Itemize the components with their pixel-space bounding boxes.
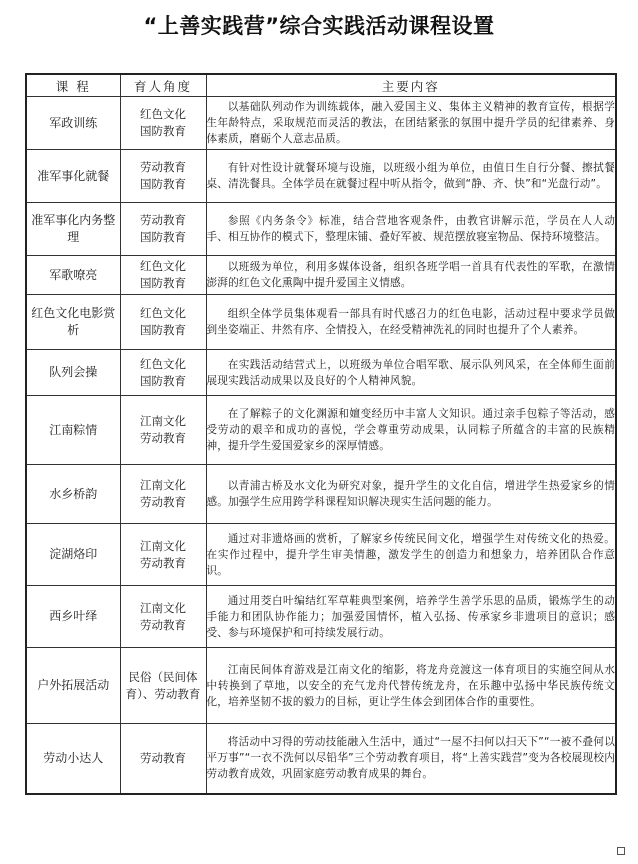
course-content: 以基础队列动作为训练载体，融入爱国主义、集体主义精神的教育宣传，根据学生年龄特点，采取规范而灵活的教法，在团结紧张的氛围中提升学员的纪律素养、身体素质，磨砺个人意志品质。 [206,97,616,150]
table-row [26,648,616,724]
resize-corner-marker [617,847,625,855]
education-angle: 劳动教育 国防教育 [120,203,206,256]
course-content: 在了解粽子的文化渊源和嬗变经历中丰富人文知识。通过亲手包粽子等活动，感受劳动的艰辛和成功的喜悦，学会尊重劳动成果，认同粽子所蕴含的丰富的民族精神，提升学生爱国爱家乡的深厚情感。 [206,396,616,465]
course-name: 队列会操 [26,350,120,396]
course-name: 西乡叶绎 [26,586,120,648]
table-row [26,150,616,203]
table-header-row [26,74,616,97]
course-name: 军政训练 [26,97,120,150]
table-row [26,295,616,350]
course-name: 准军事化就餐 [26,150,120,203]
header-course: 课 程 [26,74,120,97]
table-row [26,396,616,465]
course-name: 红色文化电影赏析 [26,295,120,350]
course-content: 有针对性设计就餐环境与设施，以班级小组为单位，由值日生自行分餐、擦拭餐桌、清洗餐具。全体学员在就餐过程中听从指令，做到“静、齐、快”和“光盘行动”。 [206,150,616,203]
course-content: 以青浦古桥及水文化为研究对象，提升学生的文化自信，增进学生热爱家乡的情感。加强学生应用跨学科课程知识解决现实生活问题的能力。 [206,465,616,524]
table-row [26,465,616,524]
course-name: 江南粽情 [26,396,120,465]
course-content: 以班级为单位，利用多媒体设备，组织各班学唱一首具有代表性的军歌，在激情澎湃的红色文化熏陶中提升爱国主义情感。 [206,256,616,295]
course-name: 准军事化内务整理 [26,203,120,256]
table-row [26,724,616,794]
education-angle: 红色文化 国防教育 [120,350,206,396]
table-row [26,586,616,648]
education-angle: 劳动教育 国防教育 [120,150,206,203]
page-title: “上善实践营”综合实践活动课程设置 [143,14,495,38]
education-angle: 江南文化 劳动教育 [120,465,206,524]
course-table [25,73,617,795]
education-angle: 劳动教育 [120,724,206,794]
course-content: 参照《内务条令》标准，结合营地客观条件，由教官讲解示范，学员在人人动手、相互协作的模式下，整理床铺、叠好军被、规范摆放寝室物品、保持环境整洁。 [206,203,616,256]
education-angle: 红色文化 国防教育 [120,256,206,295]
course-content: 通过用茭白叶编结红军草鞋典型案例，培养学生善学乐思的品质，锻炼学生的动手能力和团队协作能力；加强爱国情怀，植入弘扬、传承家乡非遗项目的意识；感受、参与环境保护和可持续发展行动。 [206,586,616,648]
course-content: 组织全体学员集体观看一部具有时代感召力的红色电影，活动过程中要求学员做到坐姿端正、井然有序、全情投入，在经受精神洗礼的同时也提升了个人素养。 [206,295,616,350]
education-angle: 红色文化 国防教育 [120,295,206,350]
table-row [26,203,616,256]
course-name: 军歌嘹亮 [26,256,120,295]
education-angle: 江南文化 劳动教育 [120,524,206,586]
course-content: 将活动中习得的劳动技能融入生活中，通过“一屋不扫何以扫天下”“一被不叠何以平万事”“一衣不洗何以尽铅华”三个劳动教育项目，将“上善实践营”变为各校展现校内劳动教育成效，巩固家庭劳动教育成果的舞台。 [206,724,616,794]
course-name: 淀湖烙印 [26,524,120,586]
table-row [26,524,616,586]
education-angle: 民俗（民间体育）、劳动教育 [120,648,206,724]
table-row [26,256,616,295]
course-content: 江南民间体育游戏是江南文化的缩影，将龙舟竞渡这一体育项目的实施空间从水中转换到了草地，以安全的充气龙舟代替传统龙舟，在乐趣中弘扬中华民族传统文化，培养坚韧不拔的毅力的目标，更让学生体会到团体合作的重要性。 [206,648,616,724]
table-row [26,350,616,396]
education-angle: 江南文化 劳动教育 [120,586,206,648]
course-content: 通过对非遗烙画的赏析，了解家乡传统民间文化，增强学生对传统文化的热爱。在实作过程中，提升学生审美情趣，激发学生的创造力和想象力，培养团队合作意识。 [206,524,616,586]
course-name: 劳动小达人 [26,724,120,794]
education-angle: 红色文化 国防教育 [120,97,206,150]
course-content: 在实践活动结营式上，以班级为单位合唱军歌、展示队列风采，在全体师生面前展现实践活动成果以及良好的个人精神风貌。 [206,350,616,396]
course-name: 户外拓展活动 [26,648,120,724]
header-angle: 育人角度 [120,74,206,97]
header-content: 主要内容 [206,74,616,97]
education-angle: 江南文化 劳动教育 [120,396,206,465]
course-name: 水乡桥韵 [26,465,120,524]
table-row [26,97,616,150]
